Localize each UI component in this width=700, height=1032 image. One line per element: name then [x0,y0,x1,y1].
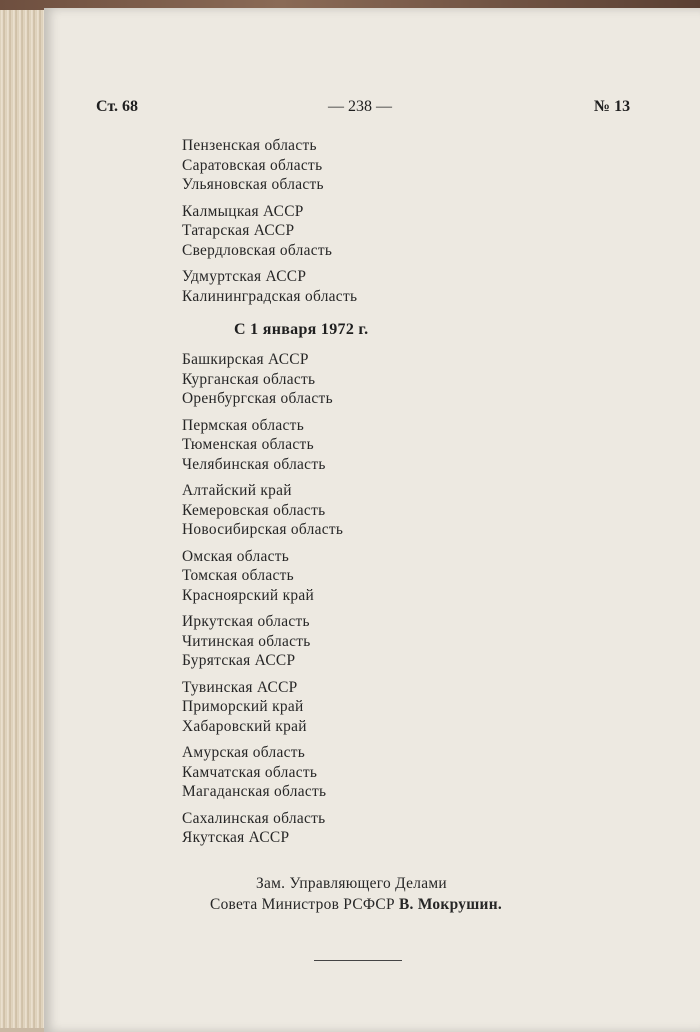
region-group [182,678,622,737]
region-item: Свердловская область [182,241,333,259]
region-item: Ульяновская область [182,176,324,193]
issue-number: № 13 [594,98,631,115]
region-item: Тувинская АССР [182,678,298,696]
region-item: Оренбургская область [182,390,333,407]
region-item: Тюменская область [182,436,314,453]
region-item: Бурятская АССР [182,652,296,669]
signature-title: Зам. Управляющего Делами [256,875,447,892]
region-item: Удмуртская АССР [182,268,307,285]
region-item: Саратовская область [182,156,323,174]
region-item: Камчатская область [182,763,318,781]
regions-before [182,136,622,306]
region-item: Иркутская область [182,613,310,630]
region-item: Калининградская область [182,287,358,305]
signature-line [210,894,502,915]
region-item: Красноярский край [182,586,315,604]
region-group [182,612,622,671]
region-group [182,547,622,606]
region-item: Магаданская область [182,783,327,800]
book-spine-edge [0,10,46,1028]
regions-after [182,350,622,848]
page-number: — 238 — [328,98,392,115]
region-item: Кемеровская область [182,501,326,519]
region-group [182,809,622,848]
region-item: Томская область [182,567,294,584]
region-item: Пермская область [182,416,305,434]
article-number: Ст. 68 [96,98,138,115]
region-item: Челябинская область [182,455,326,473]
region-item: Читинская область [182,632,311,650]
signature-organization: Совета Министров РСФСР [210,896,399,913]
section-heading: С 1 января 1972 г. [234,321,369,338]
region-group [182,136,622,195]
signature-block [210,873,502,915]
region-list [182,136,622,855]
region-item: Татарская АССР [182,222,295,239]
region-group [182,350,622,409]
region-item: Алтайский край [182,482,292,499]
region-item: Пензенская область [182,137,317,154]
region-item: Амурская область [182,744,306,761]
region-item: Новосибирская область [182,521,344,538]
region-item: Якутская АССР [182,829,290,846]
region-group [182,267,622,306]
region-group [182,481,622,540]
region-item: Башкирская АССР [182,351,309,368]
region-group [182,743,622,802]
region-group [182,416,622,475]
region-item: Калмыцкая АССР [182,202,304,220]
region-item: Омская область [182,547,290,565]
region-item: Хабаровский край [182,717,307,735]
region-item: Курганская область [182,370,316,388]
region-item: Приморский край [182,698,304,715]
signature-name: В. Мокрушин. [398,896,503,913]
region-group [182,202,622,261]
closing-rule [314,960,402,961]
region-item: Сахалинская область [182,809,326,827]
